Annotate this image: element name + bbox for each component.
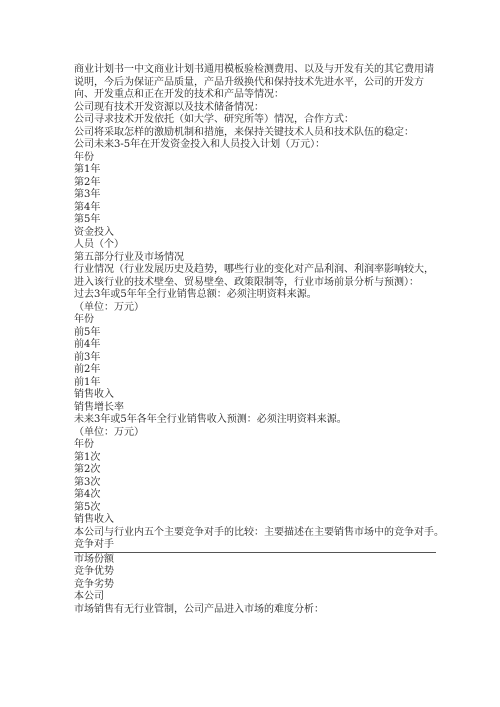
section5-title: 第五部分行业及市场情况 bbox=[74, 251, 184, 263]
table2-year: 前5年 bbox=[74, 326, 101, 338]
table4-row: 竞争优势 bbox=[74, 566, 114, 577]
unit-label: （单位：万元） bbox=[74, 301, 144, 313]
table-rule bbox=[74, 552, 436, 553]
tech-partner-line: 公司寻求技术开发依托（如大学、研究所等）情况，合作方式： bbox=[74, 114, 354, 125]
table2-header: 年份 bbox=[74, 314, 94, 325]
table1-year: 第4年 bbox=[74, 201, 101, 213]
table3-year: 第3次 bbox=[74, 476, 101, 488]
table3-header: 年份 bbox=[74, 439, 94, 450]
future-sales-line: 未来3年或5年各年全行业销售收入预测：必须注明资料来源。 bbox=[74, 414, 347, 425]
table2-row-growth: 销售增长率 bbox=[74, 401, 124, 413]
table2-year: 前1年 bbox=[74, 376, 101, 388]
table4-header: 竞争对手 bbox=[74, 539, 114, 550]
unit-label: （单位：万元） bbox=[74, 426, 144, 438]
table1-year: 第3年 bbox=[74, 189, 101, 200]
past-sales-line: 过去3年或5年年全行业销售总额：必须注明资料来源。 bbox=[74, 289, 317, 300]
table4-row: 竞争劣势 bbox=[74, 578, 114, 590]
table2-year: 前4年 bbox=[74, 339, 101, 350]
table3-year: 第4次 bbox=[74, 489, 101, 500]
intro-paragraph: 商业计划书一中文商业计划书通用模板验检测费用、以及与开发有关的其它费用请说明，今后为保证产品质量，产品升级换代和保持技术先进水平，公司的开发方向、开发重点和正在开发的技术和产品等情况： bbox=[74, 64, 434, 100]
table3-year: 第1次 bbox=[74, 451, 101, 463]
table4-row: 市场份额 bbox=[74, 553, 114, 565]
table1-year: 第1年 bbox=[74, 164, 101, 175]
table3-year: 第2次 bbox=[74, 464, 101, 475]
table2-year: 前2年 bbox=[74, 364, 101, 375]
tech-status-line: 公司现有技术开发资源以及技术储备情况： bbox=[74, 101, 264, 113]
competitors-line: 本公司与行业内五个主要竞争对手的比较：主要描述在主要销售市场中的竞争对手。 bbox=[74, 526, 444, 538]
table1-header: 年份 bbox=[74, 151, 94, 163]
document-body bbox=[74, 64, 444, 616]
dev-plan-line: 公司未来3-5年在开发资金投入和人员投入计划（万元）： bbox=[74, 139, 326, 150]
table2-row-revenue: 销售收入 bbox=[74, 389, 114, 400]
table1-year: 第5年 bbox=[74, 214, 101, 225]
table1-year: 第2年 bbox=[74, 176, 101, 188]
table3-year: 第5次 bbox=[74, 501, 101, 513]
incentive-line: 公司将采取怎样的激励机制和措施，来保持关键技术人员和技术队伍的稳定： bbox=[74, 126, 414, 138]
table1-row-capital: 资金投入 bbox=[74, 226, 114, 238]
table2-year: 前3年 bbox=[74, 351, 101, 363]
table1-row-staff: 人员（个） bbox=[74, 239, 124, 250]
table4-row: 本公司 bbox=[74, 591, 104, 602]
table3-row-revenue: 销售收入 bbox=[74, 514, 114, 525]
industry-paragraph: 行业情况（行业发展历史及趋势，哪些行业的变化对产品利润、利润率影响较大，进入该行业的技术壁垒、贸易壁垒、政策限制等，行业市场前景分析与预测）： bbox=[74, 264, 434, 288]
market-entry-line: 市场销售有无行业管制，公司产品进入市场的难度分析： bbox=[74, 603, 324, 615]
